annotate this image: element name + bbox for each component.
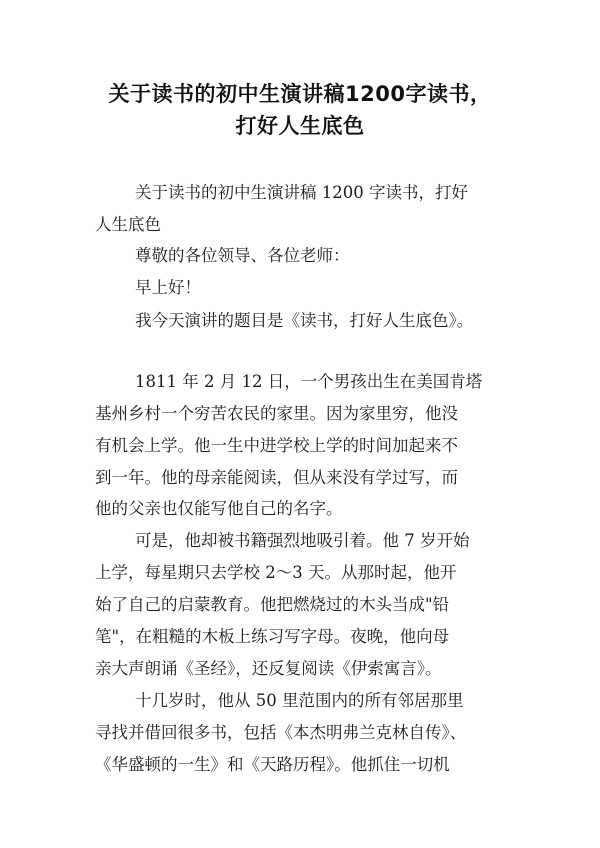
body-line: 早上好！ [135, 278, 201, 297]
body-line: 始了自己的启蒙教育。他把燃烧过的木头当成"铅 [95, 595, 450, 614]
body-line: 我今天演讲的题目是《读书，打好人生底色》。 [135, 311, 474, 330]
body-line: 《华盛顿的一生》和《天路历程》。他抓住一切机 [95, 755, 450, 774]
body-line: 上学，每星期只去学校 2～3 天。从那时起，他开 [95, 563, 457, 582]
body-line: 他的父亲也仅能写他自己的名字。 [95, 499, 343, 518]
document-title-line-1: 关于读书的初中生演讲稿1200字读书， [108, 82, 492, 106]
body-line: 1811 年 2 月 12 日，一个男孩出生在美国肯塔 [135, 372, 483, 391]
body-line: 十几岁时，他从 50 里范围内的所有邻居那里 [135, 691, 464, 710]
body-line: 基州乡村一个穷苦农民的家里。因为家里穷，他没 [95, 404, 458, 423]
body-line: 亲大声朗诵《圣经》，还反复阅读《伊索寓言》。 [95, 659, 442, 678]
body-line: 寻找并借回很多书，包括《本杰明弗兰克林自传》、 [95, 723, 467, 742]
body-line: 人生底色 [95, 215, 161, 234]
document-title-line-2: 打好人生底色 [235, 114, 365, 138]
body-line: 笔"，在粗糙的木板上练习写字母。夜晚，他向母 [95, 627, 450, 646]
body-line: 可是，他却被书籍强烈地吸引着。他 7 岁开始 [135, 531, 470, 550]
body-line: 有机会上学。他一生中进学校上学的时间加起来不 [95, 436, 458, 455]
body-line: 尊敬的各位领导、各位老师： [135, 246, 350, 265]
body-line: 到一年。他的母亲能阅读，但从来没有学过写，而 [95, 468, 458, 487]
body-line: 关于读书的初中生演讲稿 1200 字读书，打好 [135, 183, 468, 202]
